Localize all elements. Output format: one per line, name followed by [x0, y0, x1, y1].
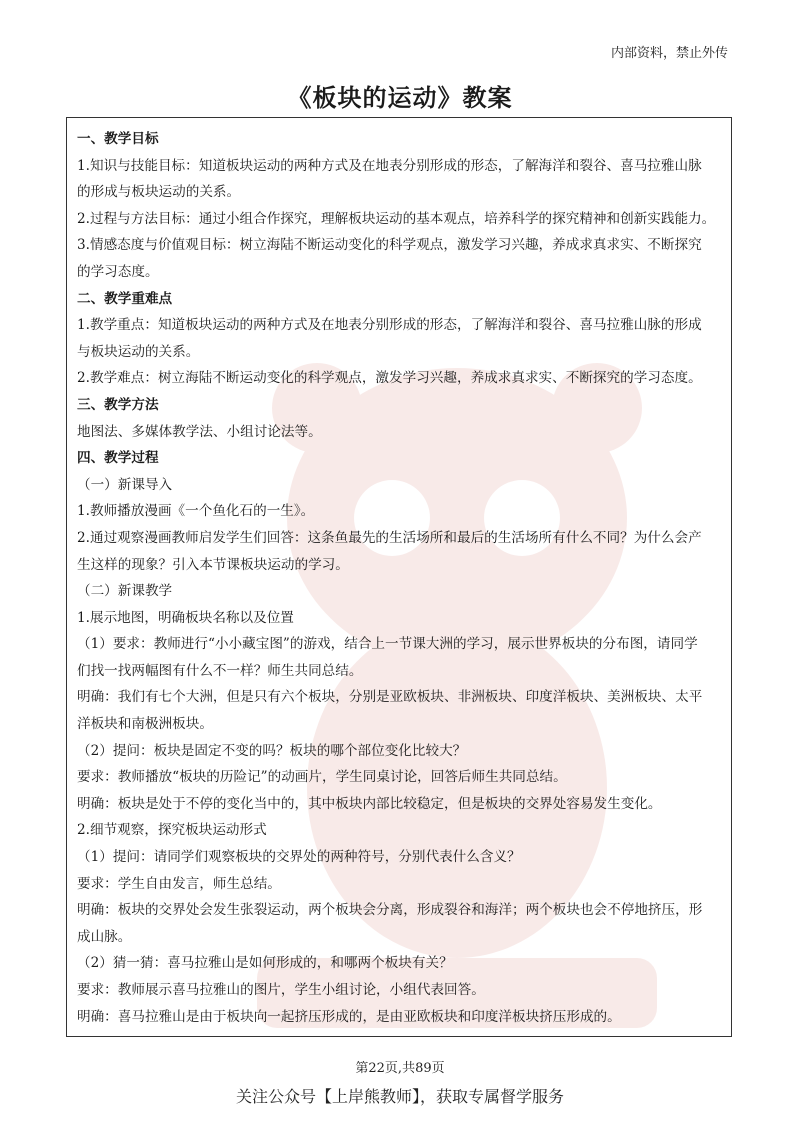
content-line: 2.教学难点：树立海陆不断运动变化的科学观点，激发学习兴趣，养成求真求实、不断探究的学习态度。	[77, 370, 702, 387]
lesson-content	[77, 126, 721, 1030]
content-line: 的学习态度。	[77, 263, 159, 280]
content-line: 1.教师播放漫画《一个鱼化石的一生》。	[77, 503, 315, 520]
content-line: 与板块运动的关系。	[77, 343, 200, 360]
footer-promo-text: 关注公众号【上岸熊教师】，获取专属督学服务	[235, 1087, 564, 1106]
content-line: （2）猜一猜：喜马拉雅山是如何形成的，和哪两个板块有关？	[77, 955, 453, 972]
content-line: （1）提问：请同学们观察板块的交界处的两种符号，分别代表什么含义？	[77, 849, 521, 866]
content-line: 地图法、多媒体教学法、小组讨论法等。	[77, 423, 322, 440]
content-line: 3.情感态度与价值观目标：树立海陆不断运动变化的科学观点，激发学习兴趣，养成求真求实、不断探究	[77, 237, 702, 254]
content-line: 成山脉。	[77, 928, 132, 945]
section-heading: 三、教学方法	[77, 396, 159, 413]
content-line: 明确：我们有七个大洲，但是只有六个板块，分别是亚欧板块、非洲板块、印度洋板块、美洲板块、太平	[77, 689, 703, 706]
section-heading: 一、教学目标	[77, 131, 159, 147]
header-confidential-note: 内部资料，禁止外传	[610, 46, 728, 61]
content-line: （2）提问：板块是固定不变的吗？板块的哪个部位变化比较大？	[77, 742, 467, 759]
content-line: （1）要求：教师进行“小小藏宝图”的游戏，结合上一节课大洲的学习，展示世界板块的分布图，请同学	[77, 636, 698, 653]
content-line: 生这样的现象？引入本节课板块运动的学习。	[77, 556, 349, 573]
content-line: 2.通过观察漫画教师启发学生们回答：这条鱼最先的生活场所和最后的生活场所有什么不同？为什么会产	[77, 529, 702, 546]
content-line: 1.教学重点：知道板块运动的两种方式及在地表分别形成的形态，了解海洋和裂谷、喜马拉雅山脉的形成	[77, 317, 702, 334]
content-line: 要求：教师播放“板块的历险记”的动画片，学生同桌讨论，回答后师生共同总结。	[77, 769, 567, 786]
page-number: 第22页,共89页	[355, 1061, 445, 1076]
content-line: 1.展示地图，明确板块名称以及位置	[77, 609, 294, 626]
content-line: （二）新课教学	[77, 583, 173, 600]
content-line: 要求：教师展示喜马拉雅山的图片，学生小组讨论，小组代表回答。	[77, 982, 485, 998]
section-heading: 四、教学过程	[77, 450, 159, 467]
content-line: 2.细节观察，探究板块运动形式	[77, 822, 267, 839]
content-line: 要求：学生自由发言，师生总结。	[77, 875, 281, 892]
content-line: 明确：板块的交界处会发生张裂运动，两个板块会分离，形成裂谷和海洋；两个板块也会不停地挤压，形	[77, 902, 703, 919]
lesson-plan-box	[66, 117, 732, 1037]
section-heading: 二、教学重难点	[77, 290, 173, 307]
content-line: （一）新课导入	[77, 476, 173, 493]
content-line: 明确：喜马拉雅山是由于板块向一起挤压形成的，是由亚欧板块和印度洋板块挤压形成的。	[77, 1008, 621, 1025]
content-line: 洋板块和南极洲板块。	[77, 716, 213, 733]
content-line: 明确：板块是处于不停的变化当中的，其中板块内部比较稳定，但是板块的交界处容易发生变化。	[77, 795, 662, 812]
content-line: 的形成与板块运动的关系。	[77, 184, 241, 201]
content-line: 1.知识与技能目标：知道板块运动的两种方式及在地表分别形成的形态，了解海洋和裂谷、喜马拉雅山脉	[77, 157, 702, 174]
content-line: 们找一找两幅图有什么不一样？师生共同总结。	[77, 662, 363, 679]
content-line: 2.过程与方法目标：通过小组合作探究，理解板块运动的基本观点，培养科学的探究精神和创新实践能力。	[77, 210, 716, 227]
document-title: 《板块的运动》教案	[287, 83, 513, 112]
